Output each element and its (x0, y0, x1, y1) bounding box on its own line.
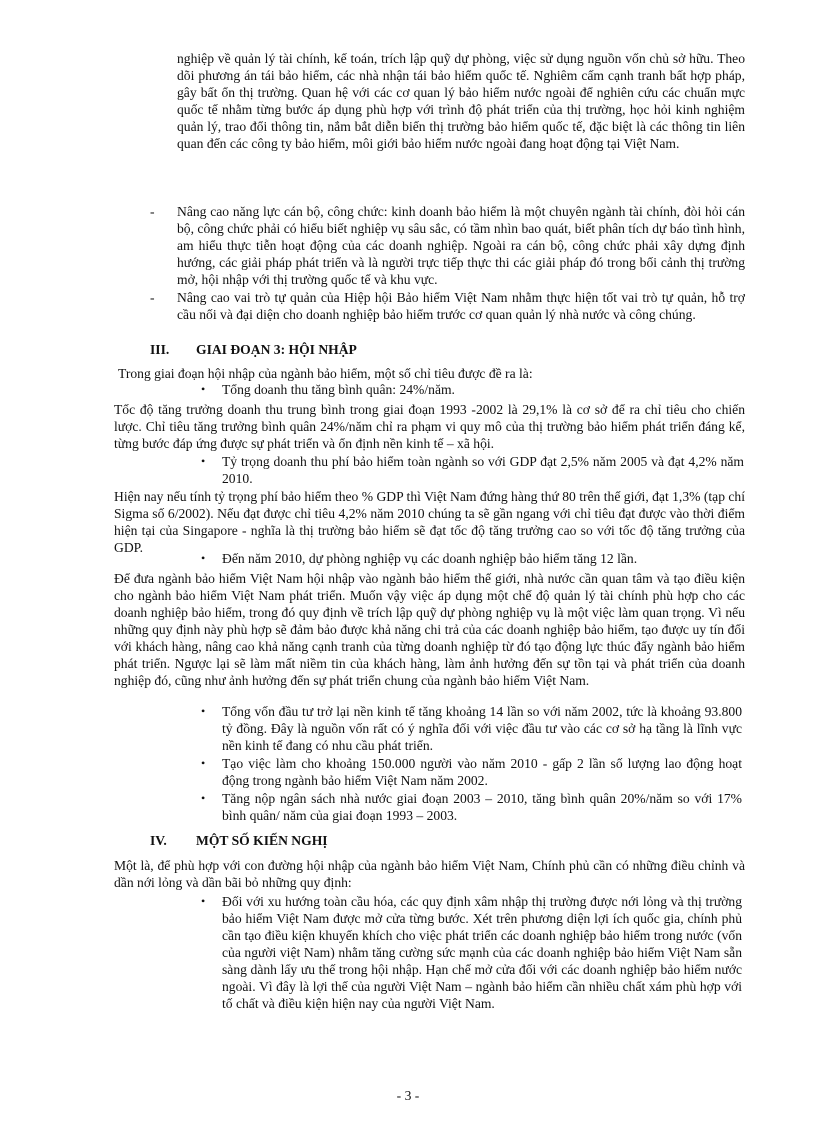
bullet-marker: • (201, 551, 206, 565)
section-3-title: GIAI ĐOẠN 3: HỘI NHẬP (196, 342, 357, 357)
bullet-marker: • (201, 756, 206, 770)
section-3-paragraph-3: Để đưa ngành bảo hiểm Việt Nam hội nhập vào ngành bảo hiểm thế giới, nhà nước cần quan tâm và tạo điều kiện cho ngành bảo hiểm Việt Nam phát triển. Muốn vậy việc áp dụng một chế độ quản lý tài chính phù hợp cho các doanh nghiệp bảo hiểm, trong đó quy định về trích lập quỹ dự phòng nghiệp vụ là một việc làm quan trọng. Vì nếu những quy định này phù hợp sẽ đảm bảo được khả năng chi trả của các doanh nghiệp bảo hiểm, tạo được uy tín đối với khách hàng, nâng cao khả năng cạnh tranh của từng doanh nghiệp từ đó tạo động lực thúc đẩy ngành bảo hiểm phát triển. Ngược lại sẽ làm mất niềm tin của khách hàng, làm ảnh hưởng đến sự tồn tại và phát triển của doanh nghiệp đó, cũng như ảnh hưởng đến sự phát triển chung của ngành bảo hiểm Việt Nam. (114, 571, 745, 688)
section-4-title: MỘT SỐ KIẾN NGHỊ (196, 833, 328, 848)
section-3-bullet-1: Tổng doanh thu tăng bình quân: 24%/năm. (222, 382, 455, 397)
section-3-bullet-2: Tỷ trọng doanh thu phí bảo hiểm toàn ngành so với GDP đạt 2,5% năm 2005 và đạt 4,2% năm 2010. (222, 454, 744, 486)
section-3-paragraph-1: Tốc độ tăng trưởng doanh thu trung bình trong giai đoạn 1993 -2002 là 29,1% là cơ sở để ra chỉ tiêu cho chiến lược. Chỉ tiêu tăng trưởng bình quân 24%/năm chỉ ra phạm vi quy mô của thị trường bảo hiểm phát triển đáng kể, từng bước đáp ứng được sự phát triển và ổn định nền kinh tế – xã hội. (114, 402, 745, 451)
dash-marker: - (150, 204, 155, 219)
section-4-intro: Một là, để phù hợp với con đường hội nhập của ngành bảo hiểm Việt Nam, Chính phủ cần có những điều chỉnh và dần nới lỏng và dần bãi bỏ những quy định: (114, 858, 745, 890)
section-3-bullet-5: Tạo việc làm cho khoảng 150.000 người vào năm 2010 - gấp 2 lần số lượng lao động hoạt động trong ngành bảo hiểm Việt Nam năm 2002. (222, 756, 742, 788)
section-3-paragraph-2: Hiện nay nếu tính tỷ trọng phí bảo hiểm theo % GDP thì Việt Nam đứng hàng thứ 80 trên thế giới, đạt 1,3% (tạp chí Sigma số 6/2002). Nếu đạt được chỉ tiêu 4,2% năm 2010 chúng ta sẽ gần ngang với chỉ tiêu đạt được vào thời điểm hiện tại của Singapore - nghĩa là thị trường bảo hiểm sẽ đạt tốc độ tăng trưởng cao so với tốc độ tăng trưởng của GDP. (114, 489, 745, 555)
bullet-marker: • (201, 704, 206, 718)
dash-item: Nâng cao vai trò tự quản của Hiệp hội Bảo hiểm Việt Nam nhằm thực hiện tốt vai trò tự quản, hỗ trợ cầu nối và đại diện cho doanh nghiệp bảo hiểm trước cơ quan quản lý nhà nước và công chúng. (177, 290, 745, 322)
bullet-marker: • (201, 454, 206, 468)
section-3-bullet-4: Tổng vốn đầu tư trở lại nền kinh tế tăng khoảng 14 lần so với năm 2002, tức là khoảng 93.800 tỷ đồng. Đây là nguồn vốn rất có ý nghĩa đối với việc đầu tư vào các cơ sở hạ tầng là lĩnh vực nền kinh tế đang có nhu cầu phát triển. (222, 704, 742, 753)
section-3-number: III. (150, 342, 170, 357)
section-3-intro: Trong giai đoạn hội nhập của ngành bảo hiểm, một số chỉ tiêu được đề ra là: (118, 366, 533, 381)
bullet-marker: • (201, 382, 206, 396)
section-4-number: IV. (150, 833, 167, 848)
bullet-marker: • (201, 894, 206, 908)
intro-paragraph: nghiệp về quản lý tài chính, kế toán, trích lập quỹ dự phòng, việc sử dụng nguồn vốn chủ sở hữu. Theo dõi phương án tái bảo hiểm, các nhà nhận tái bảo hiểm quốc tế. Nghiêm cấm cạnh tranh bất hợp pháp, gây bất ổn thị trường. Quan hệ với các cơ quan lý bảo hiểm nước ngoài để nghiên cứu các chuẩn mực quốc tế nhằm từng bước áp dụng phù hợp với trình độ phát triển của thị trường, học hỏi kinh nghiệm quản lý, trao đổi thông tin, nắm bắt diễn biến thị trường bảo hiểm quốc tế, đặc biệt là các thông tin liên quan đến các công ty bảo hiểm, môi giới bảo hiểm nước ngoài đang hoạt động tại Việt Nam. (177, 51, 745, 151)
dash-marker: - (150, 290, 155, 305)
page-number: - 3 - (396, 1088, 420, 1103)
section-4-bullet-1: Đối với xu hướng toàn cầu hóa, các quy định xâm nhập thị trường được nới lỏng và thị trường bảo hiểm Việt Nam được mở cửa từng bước. Xét trên phương diện lợi ích quốc gia, chính phủ cần tạo điều kiện khuyến khích cho việc phát triển các doanh nghiệp bảo hiểm trong nước (vốn của người việt Nam) nhằm tăng cường sức mạnh của các doanh nghiệp bảo hiểm Việt Nam sẵn sàng dành lấy ưu thế trong hội nhập. Hạn chế mở cửa đối với các doanh nghiệp bảo hiểm nước ngoài. Vì đây là lợi thế của người Việt Nam – ngành bảo hiểm cần nhiều chất xám phù hợp với tố chất và điều kiện hiện nay của người Việt Nam. (222, 894, 742, 1011)
bullet-marker: • (201, 791, 206, 805)
section-3-bullet-6: Tăng nộp ngân sách nhà nước giai đoạn 2003 – 2010, tăng bình quân 20%/năm so với 17% bình quân/ năm của giai đoạn 1993 – 2003. (222, 791, 742, 823)
section-3-bullet-3: Đến năm 2010, dự phòng nghiệp vụ các doanh nghiệp bảo hiểm tăng 12 lần. (222, 551, 638, 566)
dash-item: Nâng cao năng lực cán bộ, công chức: kinh doanh bảo hiểm là một chuyên ngành tài chính, đòi hỏi cán bộ, công chức phải có hiểu biết nghiệp vụ sâu sắc, có tầm nhìn bao quát, biết phân tích dự báo tình hình, am hiểu thực tiễn hoạt động của các doanh nghiệp. Ngoài ra cán bộ, công chức phải xây dựng định hướng, các giải pháp phát triển và là người trực tiếp thực thi các giải pháp đó trong bối cảnh thị trường mở, hội nhập với thị trường quốc tế và khu vực. (177, 204, 745, 287)
